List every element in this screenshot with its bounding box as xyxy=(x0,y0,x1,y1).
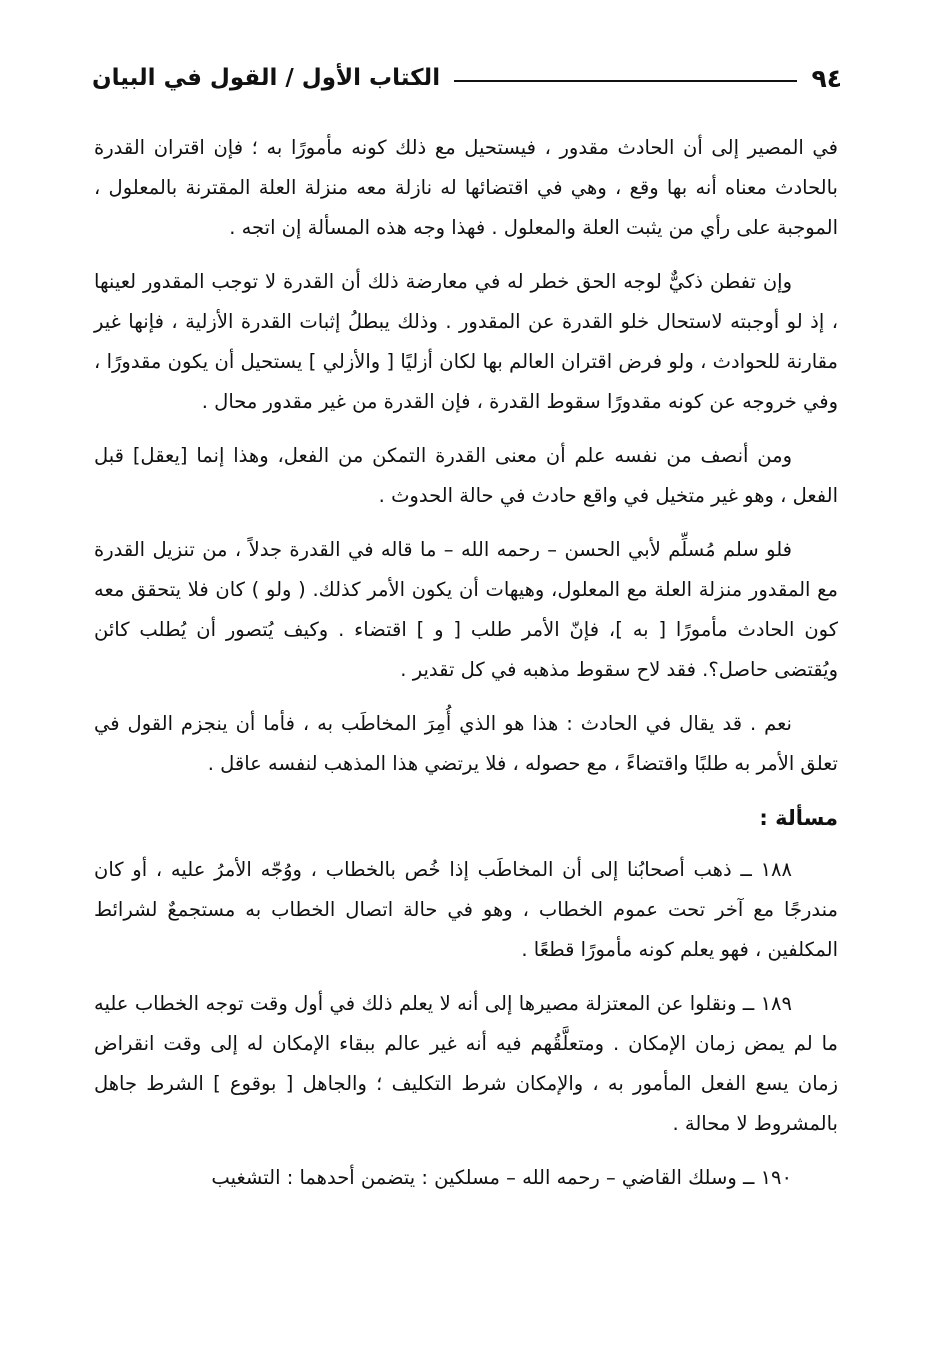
paragraph-3: ومن أنصف من نفسه علم أن معنى القدرة التمكن من الفعل، وهذا إنما [يعقل] قبل الفعل ، وهو غير متخيل في واقع حادث في حالة الحدوث . xyxy=(94,444,838,507)
section-heading: مسألة : xyxy=(759,806,838,830)
paragraph-1: في المصير إلى أن الحادث مقدور ، فيستحيل مع ذلك كونه مأمورًا به ؛ فإن اقتران القدرة بالحادث معناه أنه بها وقع ، وهي في اقتضائها له نازلة معه منزلة العلة المقترنة بالمعلول ، الموجبة على رأي من يثبت العلة والمعلول . فهذا وجه هذه المسألة إن اتجه . xyxy=(94,136,838,239)
header-rule xyxy=(454,80,797,82)
paragraph-2: وإن تفطن ذكيٌّ لوجه الحق خطر له في معارضة ذلك أن القدرة لا توجب المقدور لعينها ، إذ لو أوجبته لاستحال خلو القدرة عن المقدور . وذلك يبطلُ إثبات القدرة الأزلية ، فإنها غير مقارنة للحوادث ، ولو فرض اقتران العالم بها لكان أزليًا [ والأزلي ] يستحيل أن يكون مقدورًا ، وفي خروجه عن كونه مقدورًا سقوط القدرة ، فإن القدرة من غير مقدور محال . xyxy=(94,270,838,413)
paragraph-190: ١٩٠ ــ وسلك القاضي – رحمه الله – مسلكين : يتضمن أحدهما : التشغيب xyxy=(211,1166,792,1189)
running-header xyxy=(92,58,842,98)
paragraph-5: نعم . قد يقال في الحادث : هذا هو الذي أُمِرَ المخاطَب به ، فأما أن ينجزم القول في تعلق الأمر به طلبًا واقتضاءً ، مع حصوله ، فلا يرتضي هذا المذهب لنفسه عاقل . xyxy=(94,712,838,775)
paragraph-188: ١٨٨ ــ ذهب أصحابُنا إلى أن المخاطَب إذا خُص بالخطاب ، ووُجّه الأمرُ عليه ، أو كان مندرجًا مع آخر تحت عموم الخطاب ، وهو في حالة اتصال الخطاب به مستجمعٌ لشرائط المكلفين ، فهو يعلم كونه مأمورًا قطعًا . xyxy=(94,858,838,961)
running-title: الكتاب الأول / القول في البيان xyxy=(92,65,441,91)
paragraph-4: فلو سلم مُسلِّم لأبي الحسن – رحمه الله – ما قاله في القدرة جدلاً ، من تنزيل القدرة مع المقدور منزلة العلة مع المعلول، وهيهات أن يكون الأمر كذلك. ( ولو ) كان فلا يتحقق معه كون الحادث مأمورًا [ به ]، فإنّ الأمر طلب [ و ] اقتضاء . وكيف يُتصور أن يُطلب كائن ويُقتضى حاصل؟. فقد لاح سقوط مذهبه في كل تقدير . xyxy=(94,538,838,681)
page-number: ٩٤ xyxy=(811,63,842,93)
page-body xyxy=(94,128,838,1212)
paragraph-189: ١٨٩ ــ ونقلوا عن المعتزلة مصيرها إلى أنه لا يعلم ذلك في أول وقت توجه الخطاب عليه ما لم يمض زمان الإمكان . ومتعلَّقُهم فيه أنه غير عالم ببقاء الإمكان له إلى وقت انقراض زمان يسع الفعل المأمور به ، والإمكان شرط التكليف ؛ والجاهل [ بوقوع ] الشرط جاهل بالمشروط لا محالة . xyxy=(94,992,838,1135)
